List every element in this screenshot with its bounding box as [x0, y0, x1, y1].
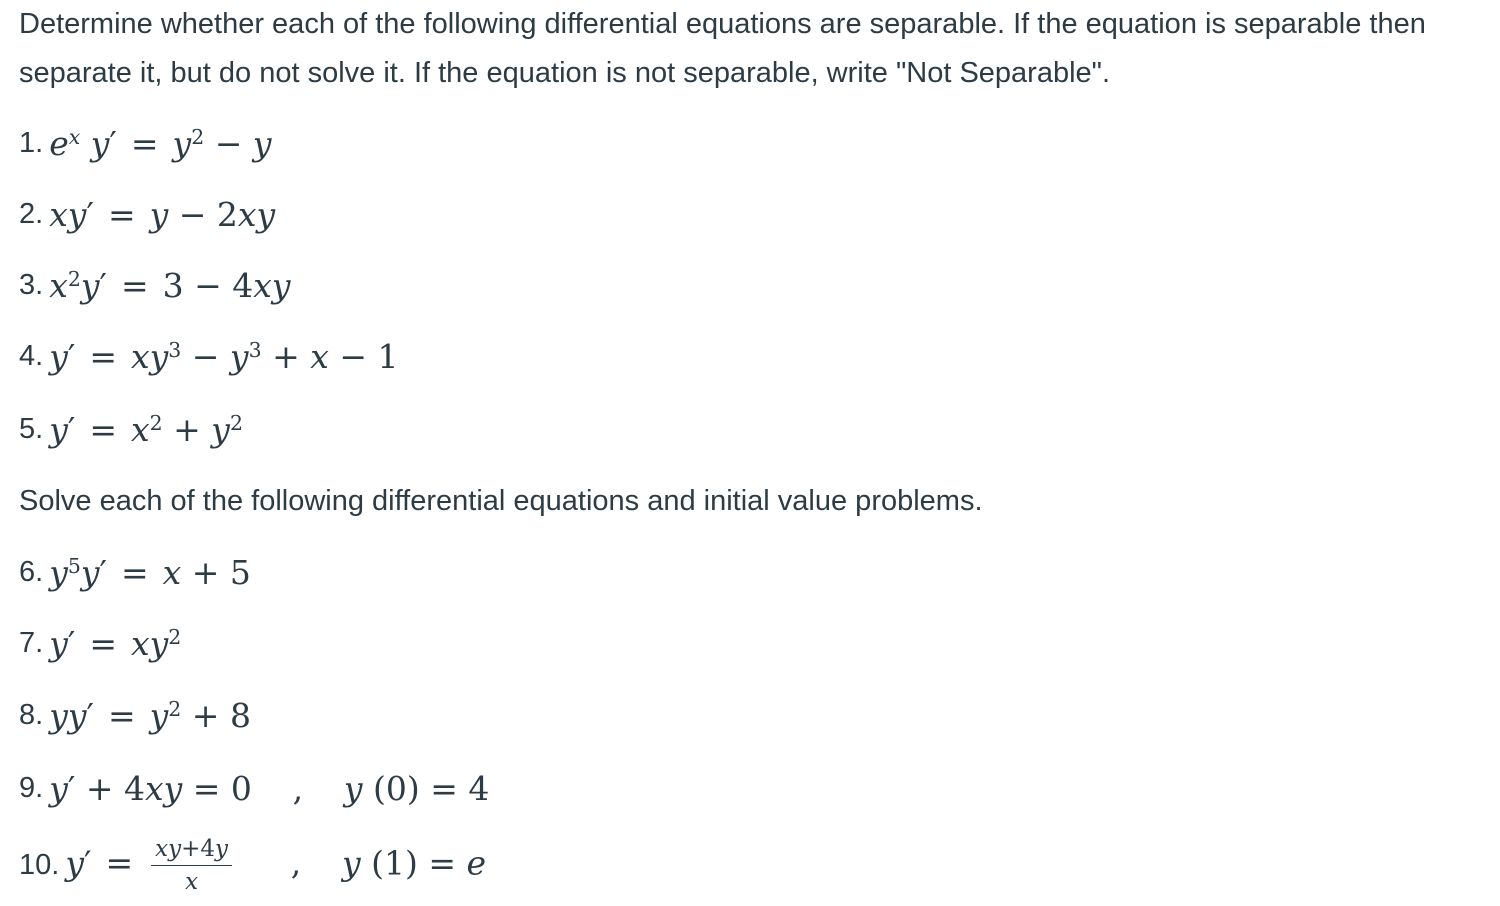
fraction: $\frac{xy+4y}{x}$: [151, 836, 232, 895]
problem-2: [19, 189, 275, 239]
problem-4: [19, 331, 399, 381]
problem-number: 10.: [19, 848, 60, 881]
separator-comma: ,: [292, 768, 304, 808]
section-heading: Solve each of the following differential equations and initial value problems.: [19, 485, 983, 517]
equation: xy′ = y − 2xy: [49, 194, 276, 234]
problem-number: 2.: [19, 197, 44, 230]
problem-number: 8.: [19, 698, 44, 731]
problem-10: [19, 835, 487, 895]
equation: y′ + 4xy = 0 , y (0) = 4: [49, 768, 490, 808]
equation: $e^x$ $y' = y^2 - y$: [49, 123, 272, 163]
problem-8: [19, 690, 251, 740]
equation: $y' = xy^2$: [49, 623, 182, 663]
problem-7: [19, 618, 181, 668]
equation: $y^5y' = x + 5$: [49, 552, 251, 592]
problem-9: [19, 763, 489, 813]
problem-number: 1.: [19, 126, 44, 159]
problem-number: 9.: [19, 771, 44, 804]
separator-comma: ,: [290, 843, 302, 882]
instructions-paragraph: Determine whether each of the following differential equations are separable. If the equation is separable then separate it, but do not solve it. If the equation is not separable, write "Not Separable".: [19, 8, 1426, 89]
problem-6: [19, 547, 251, 597]
equation: $yy' = y^2 + 8$: [49, 695, 251, 735]
problem-number: 4.: [19, 339, 44, 372]
problem-number: 7.: [19, 626, 44, 659]
equation: y′ = $\frac{xy+4y}{x}$ , y (1) = e: [65, 835, 487, 895]
problem-number: 3.: [19, 268, 44, 301]
equation: $y' = xy^3 - y^3 + x - 1$: [49, 336, 399, 376]
problem-number: 5.: [19, 412, 44, 445]
problem-5: [19, 404, 243, 454]
problem-1: [19, 118, 272, 168]
equation: $x^2y' = 3 - 4xy$: [49, 265, 291, 305]
equation: $y' = x^2 + y^2$: [49, 409, 243, 449]
problem-number: 6.: [19, 555, 44, 588]
problem-3: [19, 260, 291, 310]
